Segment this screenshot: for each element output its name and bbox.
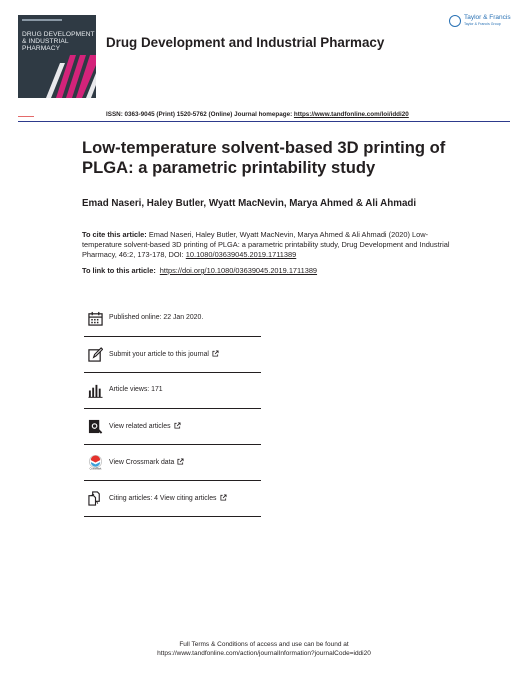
published-online-text: Published online: 22 Jan 2020. <box>109 314 204 321</box>
journal-title[interactable]: Drug Development and Industrial Pharmacy <box>106 35 385 50</box>
bar-chart-icon <box>88 383 103 398</box>
article-url[interactable]: https://doi.org/10.1080/03639045.2019.1711389 <box>159 266 318 275</box>
submit-article-text: Submit your article to this journal <box>109 351 209 358</box>
footer-terms-text: Full Terms & Conditions of access and use can be found at <box>179 641 349 648</box>
row-divider <box>84 408 261 409</box>
article-title: Low-temperature solvent-based 3D printing of PLGA: a parametric printability study <box>82 138 446 177</box>
tf-logo-mark <box>449 15 461 27</box>
crossmark-label: CrossMark <box>89 467 102 470</box>
footer-terms-link[interactable]: https://www.tandfonline.com/action/journalInformation?journalCode=iddi20 <box>157 650 371 657</box>
external-link-icon <box>220 494 227 501</box>
related-articles-link[interactable] <box>109 422 181 430</box>
crossmark-icon <box>88 455 103 470</box>
external-link-icon <box>212 350 219 357</box>
calendar-icon <box>88 311 103 326</box>
brand-mark <box>18 116 34 117</box>
cite-label: To cite this article: <box>82 230 147 239</box>
cover-artwork <box>18 15 96 98</box>
external-link-icon <box>177 458 184 465</box>
published-online-row <box>84 302 261 337</box>
row-divider <box>84 444 261 445</box>
crossmark-link[interactable] <box>109 458 184 466</box>
crossmark-text: View Crossmark data <box>109 459 175 466</box>
citing-articles-text: Citing articles: 4 View citing articles <box>109 495 217 502</box>
citation <box>82 230 454 260</box>
publisher-name: Taylor & Francis <box>464 14 511 21</box>
publisher-tagline: Taylor & Francis Group <box>464 22 501 26</box>
publisher-logo[interactable] <box>449 14 513 32</box>
cover-title: DRUG DEVELOPMENT & INDUSTRIAL PHARMACY <box>22 31 95 53</box>
header-rule <box>18 121 510 122</box>
submit-article-link[interactable] <box>109 350 219 358</box>
edit-icon <box>88 347 103 362</box>
citing-articles-link[interactable] <box>109 494 227 502</box>
link-label: To link to this article: <box>82 266 156 275</box>
article-link <box>82 266 317 275</box>
footer <box>0 640 528 658</box>
crossmark-row[interactable] <box>84 446 261 481</box>
article-views-text: Article views: 171 <box>109 386 163 393</box>
cite-text: Emad Naseri, Haley Butler, Wyatt MacNevin, Marya Ahmed & Ali Ahmadi (2020) Low-temperature solvent-based 3D printing of PLGA: a parametric printability study, Drug Development and Industrial Pharmacy, 46:2, 173-178, DOI: <box>82 230 450 259</box>
doi-link[interactable]: 10.1080/03639045.2019.1711389 <box>185 250 297 259</box>
submit-article-row[interactable] <box>84 338 261 373</box>
row-divider <box>84 372 261 373</box>
issn-text: ISSN: 0363-9045 (Print) 1520-5762 (Online) Journal homepage: <box>106 111 294 118</box>
article-authors: Emad Naseri, Haley Butler, Wyatt MacNevin, Marya Ahmed & Ali Ahmadi <box>82 198 417 209</box>
journal-cover[interactable] <box>18 15 96 98</box>
row-divider <box>84 336 261 337</box>
row-divider <box>84 480 261 481</box>
article-views-row <box>84 374 261 409</box>
row-divider <box>84 516 261 517</box>
citing-articles-row[interactable] <box>84 482 261 517</box>
issn-line <box>106 111 409 118</box>
citing-articles-icon <box>88 491 103 506</box>
external-link-icon <box>174 422 181 429</box>
related-articles-row[interactable] <box>84 410 261 445</box>
related-articles-icon <box>88 419 103 434</box>
journal-homepage-link[interactable]: https://www.tandfonline.com/loi/iddi20 <box>293 111 409 118</box>
related-articles-text: View related articles <box>109 423 171 430</box>
